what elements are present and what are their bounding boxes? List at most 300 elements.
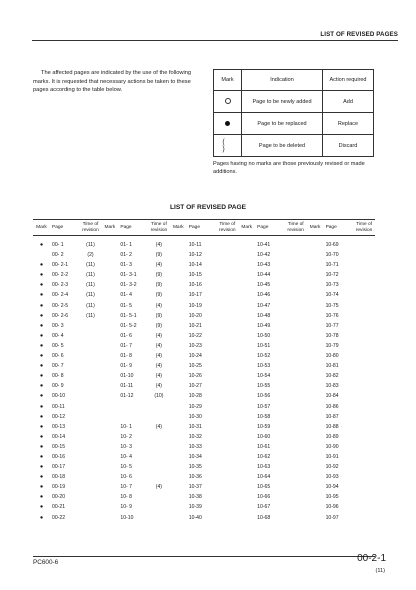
revision-number: (4) — [155, 262, 162, 269]
legend-header-row — [214, 70, 374, 91]
mark-glyph — [170, 341, 187, 351]
mark-glyph: ● — [39, 312, 44, 319]
page-entry — [307, 492, 375, 502]
page-entry — [170, 371, 238, 381]
page-number: 00-17 — [52, 464, 66, 471]
mark-glyph — [101, 442, 118, 452]
page-entry — [101, 502, 169, 512]
mark-glyph: ● — [39, 353, 44, 360]
mark-glyph — [307, 280, 324, 290]
page-entry — [33, 341, 101, 351]
page-entry — [238, 412, 306, 422]
page-entry — [170, 321, 238, 331]
table-row — [33, 240, 375, 250]
mark-glyph: ● — [39, 282, 44, 289]
mark-glyph — [307, 452, 324, 462]
header-page: Page — [188, 225, 200, 230]
legend-header-action: Action required — [323, 70, 374, 91]
mark-glyph: ● — [39, 514, 44, 521]
page-entry — [170, 381, 238, 391]
mark-glyph: ● — [39, 242, 44, 248]
revision-number — [285, 331, 306, 341]
mark-glyph — [307, 513, 324, 523]
revision-number — [217, 250, 238, 260]
revision-number — [285, 391, 306, 401]
header-time-of-revision: Time of revision — [219, 222, 236, 233]
page-entry — [238, 311, 306, 321]
table-row — [33, 412, 375, 422]
table-row — [33, 250, 375, 260]
mark-glyph — [101, 502, 118, 512]
filled-circle-icon — [225, 121, 230, 126]
revision-number — [80, 452, 101, 462]
mark-glyph — [307, 432, 324, 442]
table-row — [33, 290, 375, 300]
revision-number — [285, 422, 306, 432]
page-entry — [307, 361, 375, 371]
page-entry — [33, 492, 101, 502]
page-number: 00-16 — [52, 453, 66, 460]
page-number: 10-63 — [257, 464, 271, 471]
page-entry — [33, 331, 101, 341]
mark-glyph — [238, 452, 255, 462]
legend-row — [214, 135, 374, 157]
mark-glyph — [101, 311, 118, 321]
page-number: 10-65 — [257, 484, 271, 491]
page-entry — [170, 240, 238, 250]
page-number: 01- 8 — [120, 353, 133, 360]
mark-glyph — [238, 250, 255, 260]
page-number: 10-38 — [188, 494, 202, 501]
revision-number — [217, 260, 238, 270]
page-entry — [307, 301, 375, 311]
revision-number — [217, 472, 238, 482]
revised-pages-table — [33, 219, 375, 557]
page-number: 10-55 — [257, 383, 271, 390]
page-entry — [238, 331, 306, 341]
revision-number — [80, 432, 101, 442]
revision-number — [285, 402, 306, 412]
page-entry — [238, 280, 306, 290]
open-circle-icon — [225, 98, 231, 104]
revision-number: (9) — [155, 272, 162, 279]
header-time-of-revision: Time of revision — [150, 222, 168, 233]
revision-number — [285, 442, 306, 452]
revision-number — [80, 513, 101, 523]
revision-number: (11) — [86, 242, 95, 248]
page-entry — [33, 250, 101, 260]
mark-glyph — [307, 492, 324, 502]
header-mark: Mark — [172, 225, 184, 230]
page-entry — [101, 301, 169, 311]
table-row — [33, 462, 375, 472]
page-number: 10-56 — [257, 393, 271, 400]
revision-number: (4) — [155, 342, 162, 349]
page-entry — [238, 482, 306, 492]
page-number: 01-12 — [120, 393, 134, 400]
table-row — [33, 371, 375, 381]
page-entry — [238, 402, 306, 412]
revision-number — [285, 250, 306, 260]
page-number: 10-37 — [188, 484, 202, 491]
page-entry — [170, 472, 238, 482]
revision-number — [80, 472, 101, 482]
revision-number — [148, 412, 169, 422]
revision-number: (9) — [155, 322, 162, 329]
mark-glyph — [170, 391, 187, 401]
mark-glyph — [307, 321, 324, 331]
mark-glyph — [238, 351, 255, 361]
table-row — [33, 452, 375, 462]
mark-glyph — [170, 301, 187, 311]
mark-glyph — [238, 290, 255, 300]
page-entry — [238, 472, 306, 482]
page-entry — [307, 432, 375, 442]
page-entry — [33, 482, 101, 492]
page-entry — [238, 442, 306, 452]
page-entry — [101, 361, 169, 371]
mark-glyph — [170, 422, 187, 432]
mark-glyph: ● — [39, 494, 44, 501]
page-number: 10-47 — [257, 302, 271, 309]
revision-number — [354, 341, 375, 351]
page-number: 00- 3 — [52, 322, 64, 329]
page-entry — [101, 381, 169, 391]
mark-glyph — [238, 240, 255, 250]
table-row — [33, 492, 375, 502]
mark-glyph: ● — [39, 373, 44, 380]
page-number: 10-76 — [325, 312, 339, 319]
mark-glyph — [101, 513, 118, 523]
revision-number: (11) — [86, 282, 95, 289]
page-entry — [101, 351, 169, 361]
page-entry — [238, 361, 306, 371]
mark-legend-table — [213, 69, 374, 157]
revision-number — [354, 492, 375, 502]
revision-number — [148, 432, 169, 442]
page-number: 10-91 — [325, 453, 339, 460]
page-number: 00- 5 — [52, 342, 64, 349]
revision-number — [354, 412, 375, 422]
page-number: 10-34 — [188, 453, 202, 460]
revision-number — [354, 351, 375, 361]
table-row — [33, 311, 375, 321]
page-number: 01- 5 — [120, 302, 133, 309]
page-number: 10-74 — [325, 292, 339, 299]
page-entry — [170, 432, 238, 442]
page-number: 10-89 — [325, 433, 339, 440]
page-entry — [307, 250, 375, 260]
page-number: 10-10 — [120, 514, 134, 521]
mark-glyph — [307, 482, 324, 492]
page-entry — [101, 341, 169, 351]
mark-glyph: ● — [39, 504, 44, 511]
page-number — [118, 412, 148, 422]
page-entry — [101, 432, 169, 442]
revision-number — [217, 452, 238, 462]
parentheses-icon: ( ) — [222, 138, 233, 153]
page-number: 01- 3-2 — [120, 282, 137, 289]
revision-number — [80, 462, 101, 472]
page-number: 10-88 — [325, 423, 339, 430]
mark-glyph — [170, 432, 187, 442]
page-number: 10- 4 — [120, 453, 133, 460]
page-entry — [33, 371, 101, 381]
page-entry — [33, 280, 101, 290]
legend-mark-cell — [214, 113, 242, 135]
mark-glyph — [101, 402, 118, 412]
revision-number — [148, 472, 169, 482]
page-number: 10-66 — [257, 494, 271, 501]
page-number: 10-49 — [257, 322, 271, 329]
mark-glyph: ● — [39, 383, 44, 390]
page-number: 00- 8 — [52, 373, 64, 380]
page-number: 10- 7 — [120, 484, 133, 491]
revision-number — [285, 513, 306, 523]
legend-row — [214, 113, 374, 135]
revision-number — [285, 381, 306, 391]
table-row — [33, 270, 375, 280]
revision-number: (4) — [155, 332, 162, 339]
revision-number — [354, 290, 375, 300]
page-number: 10-79 — [325, 342, 339, 349]
mark-glyph — [170, 270, 187, 280]
page-number: 10-46 — [257, 292, 271, 299]
legend-indication: Page to be deleted — [242, 135, 323, 157]
page-number: 10-59 — [257, 423, 271, 430]
table-row — [33, 472, 375, 482]
revision-number — [285, 502, 306, 512]
table-row — [33, 482, 375, 492]
page-entry — [101, 472, 169, 482]
page-entry — [101, 412, 169, 422]
mark-glyph — [238, 381, 255, 391]
header-page: Page — [120, 225, 132, 230]
page-number: 00- 2-2 — [52, 272, 69, 279]
revision-number — [217, 301, 238, 311]
revision-number — [148, 402, 169, 412]
mark-glyph: ● — [39, 393, 44, 400]
revision-number: (11) — [86, 312, 95, 319]
page-number: 10-16 — [188, 282, 202, 289]
page-entry — [33, 301, 101, 311]
mark-glyph — [101, 250, 118, 260]
revision-number — [80, 381, 101, 391]
list-title: LIST OF REVISED PAGE — [169, 204, 247, 211]
page-number: 01- 1 — [120, 242, 133, 248]
mark-glyph — [101, 472, 118, 482]
page-number: 01- 2 — [120, 252, 133, 259]
mark-glyph — [307, 290, 324, 300]
page-number: 00-10 — [52, 393, 66, 400]
page-entry — [33, 462, 101, 472]
page-entry — [33, 402, 101, 412]
page-entry — [238, 432, 306, 442]
revision-number — [80, 371, 101, 381]
page-number: 10-28 — [188, 393, 202, 400]
page-number: 00-11 — [52, 403, 65, 410]
revision-number — [217, 361, 238, 371]
revision-number — [217, 422, 238, 432]
revision-number — [354, 432, 375, 442]
page-entry — [307, 391, 375, 401]
page-number: 10-64 — [257, 474, 271, 481]
mark-glyph — [101, 371, 118, 381]
mark-glyph — [307, 341, 324, 351]
mark-glyph — [170, 502, 187, 512]
page-number: 00- 2-4 — [52, 292, 69, 299]
page-entry — [170, 311, 238, 321]
revision-number — [80, 412, 101, 422]
mark-glyph — [238, 432, 255, 442]
page-number: 00- 4 — [52, 332, 64, 339]
mark-glyph — [101, 412, 118, 422]
page-entry — [101, 391, 169, 401]
mark-glyph — [101, 240, 118, 250]
revision-number — [217, 442, 238, 452]
page-number: 00-21 — [52, 504, 66, 511]
mark-glyph — [101, 432, 118, 442]
legend-note: Pages having no marks are those previously revised or made additions. — [213, 161, 365, 176]
mark-glyph — [238, 361, 255, 371]
page-entry — [101, 260, 169, 270]
table-row — [33, 361, 375, 371]
revision-number — [354, 240, 375, 250]
mark-glyph: ● — [39, 413, 44, 420]
page-entry — [307, 442, 375, 452]
mark-glyph — [238, 260, 255, 270]
legend-mark-cell — [214, 135, 242, 157]
revision-number — [217, 290, 238, 300]
page-entry — [170, 502, 238, 512]
mark-glyph — [307, 361, 324, 371]
page-number: 10-60 — [257, 433, 271, 440]
page-number: 10- 8 — [120, 494, 133, 501]
column-group-header — [307, 220, 375, 235]
page-entry — [307, 331, 375, 341]
page-number: 10-14 — [188, 262, 202, 269]
page-number: 00- 6 — [52, 353, 64, 360]
revision-number — [285, 260, 306, 270]
mark-glyph — [307, 260, 324, 270]
revision-number — [217, 371, 238, 381]
column-group-header — [101, 220, 169, 235]
page-entry — [33, 452, 101, 462]
page-number: 00-22 — [52, 514, 66, 521]
column-group-header — [238, 220, 306, 235]
revision-number — [80, 402, 101, 412]
page-entry — [307, 240, 375, 250]
page-entry — [238, 321, 306, 331]
mark-glyph — [307, 391, 324, 401]
mark-glyph — [170, 472, 187, 482]
mark-glyph — [170, 462, 187, 472]
revision-number — [217, 513, 238, 523]
revision-number: (9) — [155, 312, 162, 319]
page-number: 10-42 — [257, 252, 271, 259]
mark-glyph: ● — [39, 292, 44, 299]
table-row — [33, 341, 375, 351]
page-entry — [238, 351, 306, 361]
header-page: Page — [52, 225, 64, 230]
revision-number — [80, 341, 101, 351]
page-number: 01- 5-2 — [120, 322, 137, 329]
page-number: 10-70 — [325, 252, 339, 259]
mark-glyph — [238, 422, 255, 432]
page-entry — [33, 391, 101, 401]
mark-glyph — [238, 270, 255, 280]
revision-number — [354, 321, 375, 331]
page-entry — [170, 482, 238, 492]
page-number: 10-92 — [325, 464, 339, 471]
header-mark: Mark — [241, 225, 252, 230]
legend-action: Add — [323, 91, 374, 113]
mark-glyph — [170, 412, 187, 422]
mark-glyph — [101, 260, 118, 270]
revision-number — [217, 402, 238, 412]
page-entry — [307, 341, 375, 351]
page-number: 10-81 — [325, 363, 339, 370]
mark-glyph — [238, 391, 255, 401]
mark-glyph: ● — [39, 332, 44, 339]
mark-glyph: ● — [39, 262, 44, 269]
revision-number — [285, 412, 306, 422]
mark-glyph — [170, 361, 187, 371]
page-number: 10-69 — [325, 242, 339, 248]
page-entry — [238, 391, 306, 401]
page-number: 10-12 — [188, 252, 202, 259]
page-number: 10-26 — [188, 373, 202, 380]
page-number: 01-10 — [120, 373, 134, 380]
revision-number — [285, 290, 306, 300]
page-number: 10-83 — [325, 383, 339, 390]
legend-action: Discard — [323, 135, 374, 157]
revision-number — [285, 311, 306, 321]
page-number: 10-30 — [188, 413, 202, 420]
legend-action: Replace — [323, 113, 374, 135]
revision-number — [217, 432, 238, 442]
page-number: 01- 6 — [120, 332, 133, 339]
revision-number — [217, 482, 238, 492]
revision-number — [285, 341, 306, 351]
mark-glyph — [307, 472, 324, 482]
page-number: 10-80 — [325, 353, 339, 360]
mark-glyph — [101, 331, 118, 341]
page-number: 10-62 — [257, 453, 271, 460]
page-entry — [33, 432, 101, 442]
mark-glyph — [170, 321, 187, 331]
revision-number — [354, 371, 375, 381]
table-row — [33, 260, 375, 270]
revision-number — [217, 391, 238, 401]
revision-number: (11) — [86, 262, 95, 269]
mark-glyph — [238, 402, 255, 412]
mark-glyph — [170, 250, 187, 260]
revision-number — [285, 240, 306, 250]
page-entry — [238, 341, 306, 351]
revision-number — [217, 351, 238, 361]
mark-glyph — [170, 492, 187, 502]
mark-glyph — [170, 381, 187, 391]
page-entry — [33, 321, 101, 331]
mark-glyph — [238, 482, 255, 492]
page-number: 10-48 — [257, 312, 271, 319]
page-number: 10-43 — [257, 262, 271, 269]
mark-glyph — [170, 452, 187, 462]
table-row — [33, 391, 375, 401]
revision-number — [217, 492, 238, 502]
page-number: 10-29 — [188, 403, 202, 410]
